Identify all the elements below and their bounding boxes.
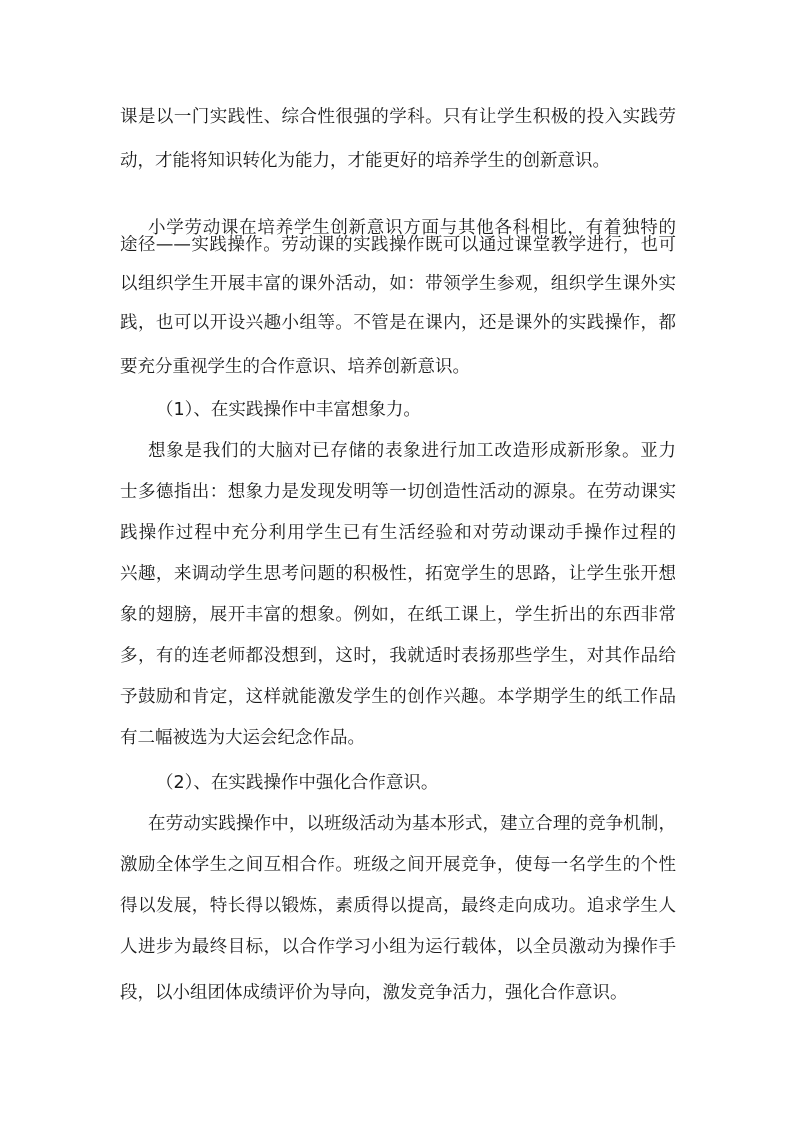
text-line: 有二幅被选为大运会纪念作品。 (120, 728, 365, 748)
text-line: 途径——实践操作。劳动课的实践操作既可以通过课堂教学进行，也可 (120, 235, 676, 255)
text-line: 得以发展，特长得以锻炼，素质得以提高，最终走向成功。追求学生人 (120, 896, 676, 916)
text-line: 践，也可以开设兴趣小组等。不管是在课内，还是课外的实践操作，都 (120, 313, 676, 333)
paragraph-first-line: 小学劳动课在培养学生创新意识方面与其他各科相比，有着独特的 (148, 218, 676, 238)
section-heading: （2）、在实践操作中强化合作意识。 (156, 773, 439, 793)
text-line: 人进步为最终目标，以合作学习小组为运行载体，以全员激动为操作手 (120, 937, 676, 957)
text-line: 段，以小组团体成绩评价为导向，激发竞争活力，强化合作意识。 (120, 983, 628, 1003)
text-line: 激励全体学生之间互相合作。班级之间开展竞争，使每一名学生的个性 (120, 855, 676, 875)
text-line: 多，有的连老师都没想到，这时，我就适时表扬那些学生，对其作品给 (120, 646, 676, 666)
text-line: 兴趣，来调动学生思考问题的积极性，拓宽学生的思路，让学生张开想 (120, 564, 676, 584)
text-line: 予鼓励和肯定，这样就能激发学生的创作兴趣。本学期学生的纸工作品 (120, 687, 676, 707)
paragraph-first-line: 在劳动实践操作中，以班级活动为基本形式，建立合理的竞争机制， (148, 814, 676, 834)
text-line: 士多德指出：想象力是发现发明等一切创造性活动的源泉。在劳动课实 (120, 482, 676, 502)
text-line: 动，才能将知识转化为能力，才能更好的培养学生的创新意识。 (120, 151, 610, 171)
text-line: 以组织学生开展丰富的课外活动，如：带领学生参观，组织学生课外实 (120, 274, 676, 294)
text-line: 要充分重视学生的合作意识、培养创新意识。 (120, 357, 470, 377)
text-line: 象的翅膀，展开丰富的想象。例如，在纸工课上，学生折出的东西非常 (120, 605, 676, 625)
paragraph-first-line: 想象是我们的大脑对已存储的表象进行加工改造形成新形象。亚力 (148, 441, 676, 461)
section-heading: （1）、在实践操作中丰富想象力。 (156, 400, 421, 420)
text-line: 践操作过程中充分利用学生已有生活经验和对劳动课动手操作过程的 (120, 523, 676, 543)
text-line: 课是以一门实践性、综合性很强的学科。只有让学生积极的投入实践劳 (120, 107, 676, 127)
